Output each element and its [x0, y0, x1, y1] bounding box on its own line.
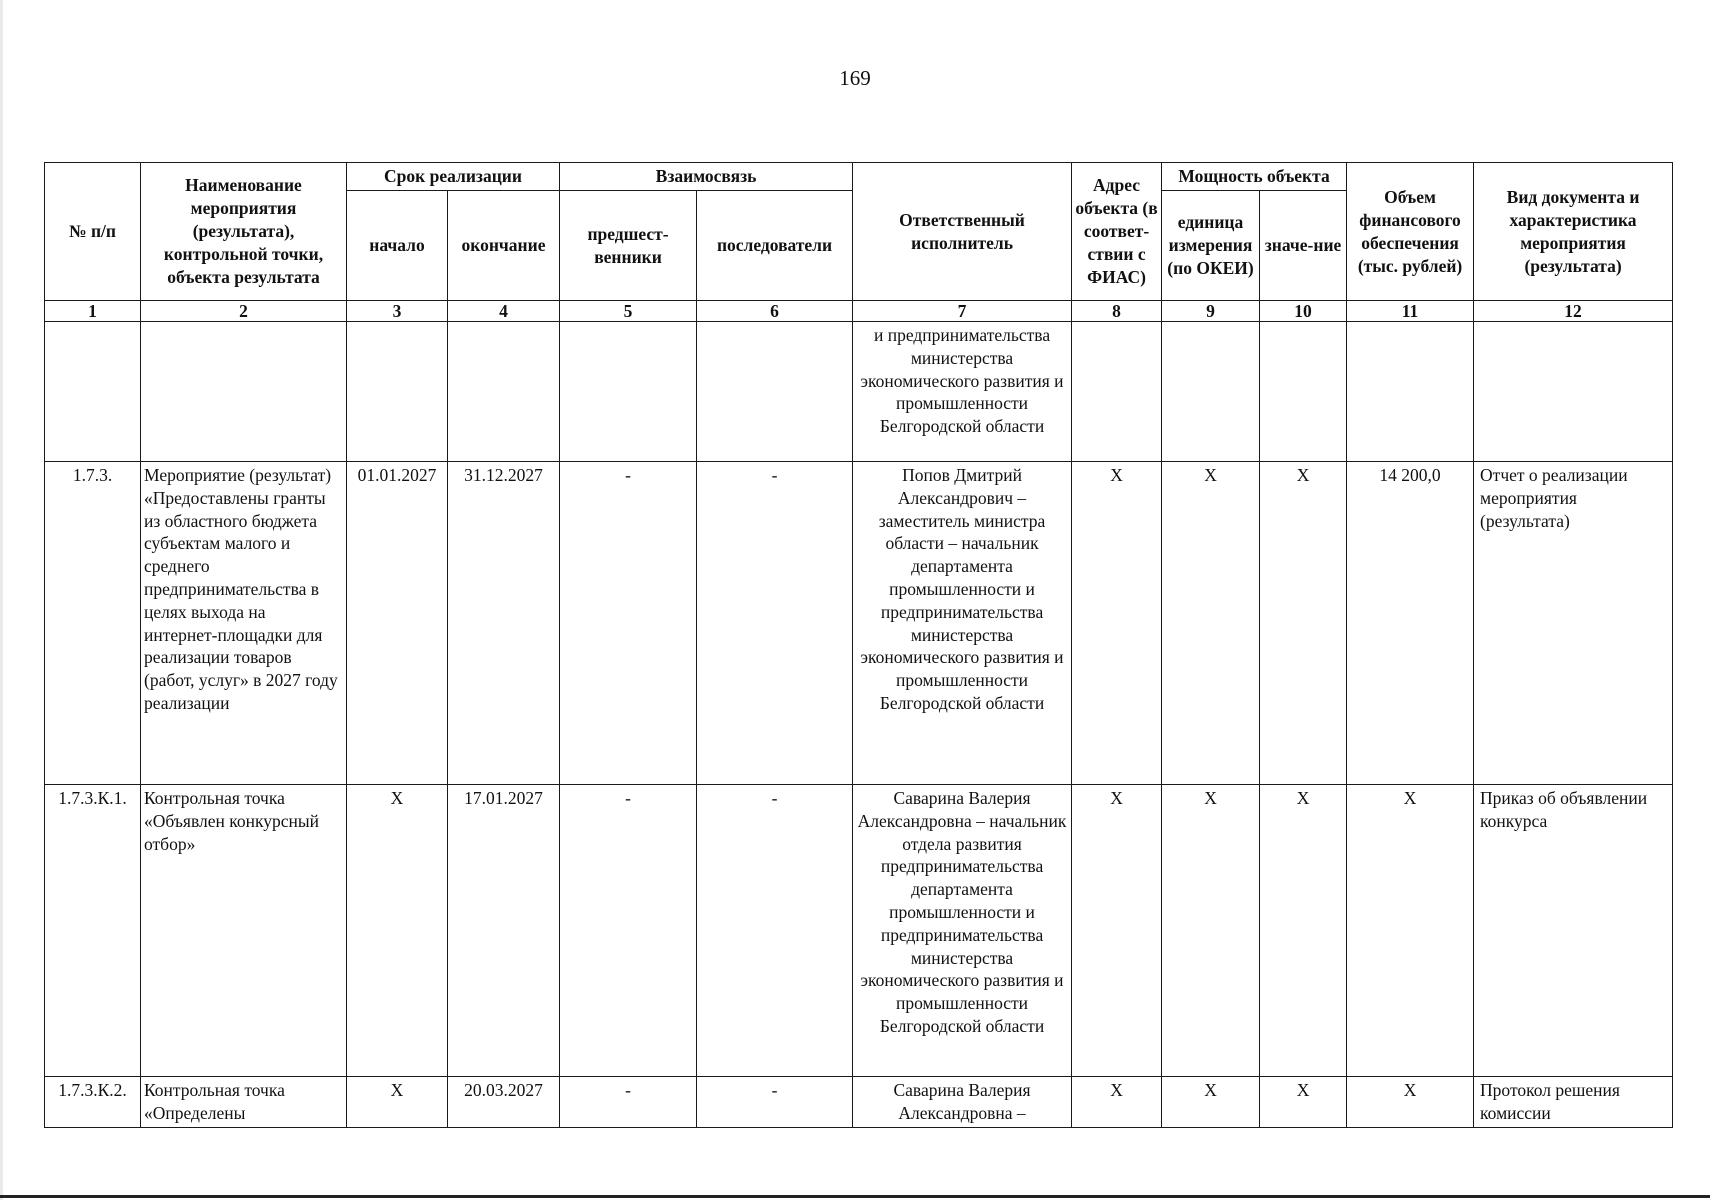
cell-end: 17.01.2027 — [448, 785, 560, 1077]
cell-prev: - — [560, 462, 697, 785]
cell-name: Контрольная точка «Определены — [141, 1077, 347, 1128]
header-doc: Вид документа и характеристика мероприятия (результата) — [1474, 163, 1673, 301]
column-index: 10 — [1260, 301, 1347, 322]
header-name: Наименование мероприятия (результата), контрольной точки, объекта результата — [141, 163, 347, 301]
cell-name: Контрольная точка «Объявлен конкурсный отбор» — [141, 785, 347, 1077]
cell-start: X — [347, 1077, 448, 1128]
cell-num: 1.7.3. — [45, 462, 141, 785]
header-address: Адрес объекта (в соответ-ствии с ФИАС) — [1072, 163, 1162, 301]
cell-unit: X — [1162, 785, 1260, 1077]
bottom-rule — [0, 1195, 1710, 1198]
cell-next — [697, 322, 853, 462]
column-index: 1 — [45, 301, 141, 322]
column-index: 2 — [141, 301, 347, 322]
cell-address: X — [1072, 1077, 1162, 1128]
cell-finance: 14 200,0 — [1347, 462, 1474, 785]
cell-num — [45, 322, 141, 462]
cell-doc: Протокол решения комиссии — [1474, 1077, 1673, 1128]
cell-address: X — [1072, 462, 1162, 785]
column-index: 9 — [1162, 301, 1260, 322]
header-capacity-group: Мощность объекта — [1162, 163, 1347, 191]
header-link-next: последователи — [697, 191, 853, 301]
header-responsible: Ответственный исполнитель — [853, 163, 1072, 301]
cell-next: - — [697, 1077, 853, 1128]
cell-next: - — [697, 462, 853, 785]
cell-value: X — [1260, 785, 1347, 1077]
cell-responsible: Саварина Валерия Александровна – начальник отдела развития предпринимательства департамента промышленности и предпринимательства министерства экономического развития и промышленности Белгородской области — [853, 785, 1072, 1077]
cell-end — [448, 322, 560, 462]
cell-start: X — [347, 785, 448, 1077]
column-index: 6 — [697, 301, 853, 322]
cell-name: Мероприятие (результат) «Предоставлены гранты из областного бюджета субъектам малого и среднего предпринимательства в целях выхода на интернет-площадки для реализации товаров (работ, услуг» в 2027 году реализации — [141, 462, 347, 785]
cell-address — [1072, 322, 1162, 462]
table-row — [45, 1077, 1673, 1128]
cell-finance: X — [1347, 785, 1474, 1077]
plan-table — [44, 162, 1673, 1128]
cell-finance: X — [1347, 1077, 1474, 1128]
cell-unit: X — [1162, 462, 1260, 785]
cell-num: 1.7.3.К.2. — [45, 1077, 141, 1128]
table-row — [45, 785, 1673, 1077]
header-term-start: начало — [347, 191, 448, 301]
header-num: № п/п — [45, 163, 141, 301]
scan-edge — [0, 0, 3, 1200]
cell-address: X — [1072, 785, 1162, 1077]
table-row — [45, 462, 1673, 785]
column-index: 8 — [1072, 301, 1162, 322]
page-number: 169 — [839, 66, 871, 90]
table-row — [45, 322, 1673, 462]
cell-end: 31.12.2027 — [448, 462, 560, 785]
cell-value — [1260, 322, 1347, 462]
cell-prev — [560, 322, 697, 462]
cell-num: 1.7.3.К.1. — [45, 785, 141, 1077]
cell-unit: X — [1162, 1077, 1260, 1128]
column-index: 12 — [1474, 301, 1673, 322]
header-link-prev: предшест-венники — [560, 191, 697, 301]
cell-prev: - — [560, 1077, 697, 1128]
cell-doc — [1474, 322, 1673, 462]
column-index-row — [45, 301, 1673, 322]
cell-value: X — [1260, 1077, 1347, 1128]
cell-next: - — [697, 785, 853, 1077]
column-index: 11 — [1347, 301, 1474, 322]
cell-name — [141, 322, 347, 462]
column-index: 3 — [347, 301, 448, 322]
cell-unit — [1162, 322, 1260, 462]
cell-end: 20.03.2027 — [448, 1077, 560, 1128]
header-finance: Объем финансового обеспечения (тыс. рублей) — [1347, 163, 1474, 301]
header-row-1 — [45, 163, 1673, 191]
cell-finance — [1347, 322, 1474, 462]
cell-start — [347, 322, 448, 462]
column-index: 4 — [448, 301, 560, 322]
cell-doc: Отчет о реализации мероприятия (результата) — [1474, 462, 1673, 785]
header-term-group: Срок реализации — [347, 163, 560, 191]
cell-doc: Приказ об объявлении конкурса — [1474, 785, 1673, 1077]
header-capacity-unit: единица измерения (по ОКЕИ) — [1162, 191, 1260, 301]
cell-value: X — [1260, 462, 1347, 785]
cell-responsible: Попов Дмитрий Александрович – заместитель министра области – начальник департамента промышленности и предпринимательства министерства экономического развития и промышленности Белгородской области — [853, 462, 1072, 785]
cell-responsible: Саварина Валерия Александровна – — [853, 1077, 1072, 1128]
header-capacity-value: значе-ние — [1260, 191, 1347, 301]
column-index: 5 — [560, 301, 697, 322]
cell-responsible: и предпринимательства министерства экономического развития и промышленности Белгородской области — [853, 322, 1072, 462]
cell-start: 01.01.2027 — [347, 462, 448, 785]
header-term-end: окончание — [448, 191, 560, 301]
header-link-group: Взаимосвязь — [560, 163, 853, 191]
column-index: 7 — [853, 301, 1072, 322]
cell-prev: - — [560, 785, 697, 1077]
